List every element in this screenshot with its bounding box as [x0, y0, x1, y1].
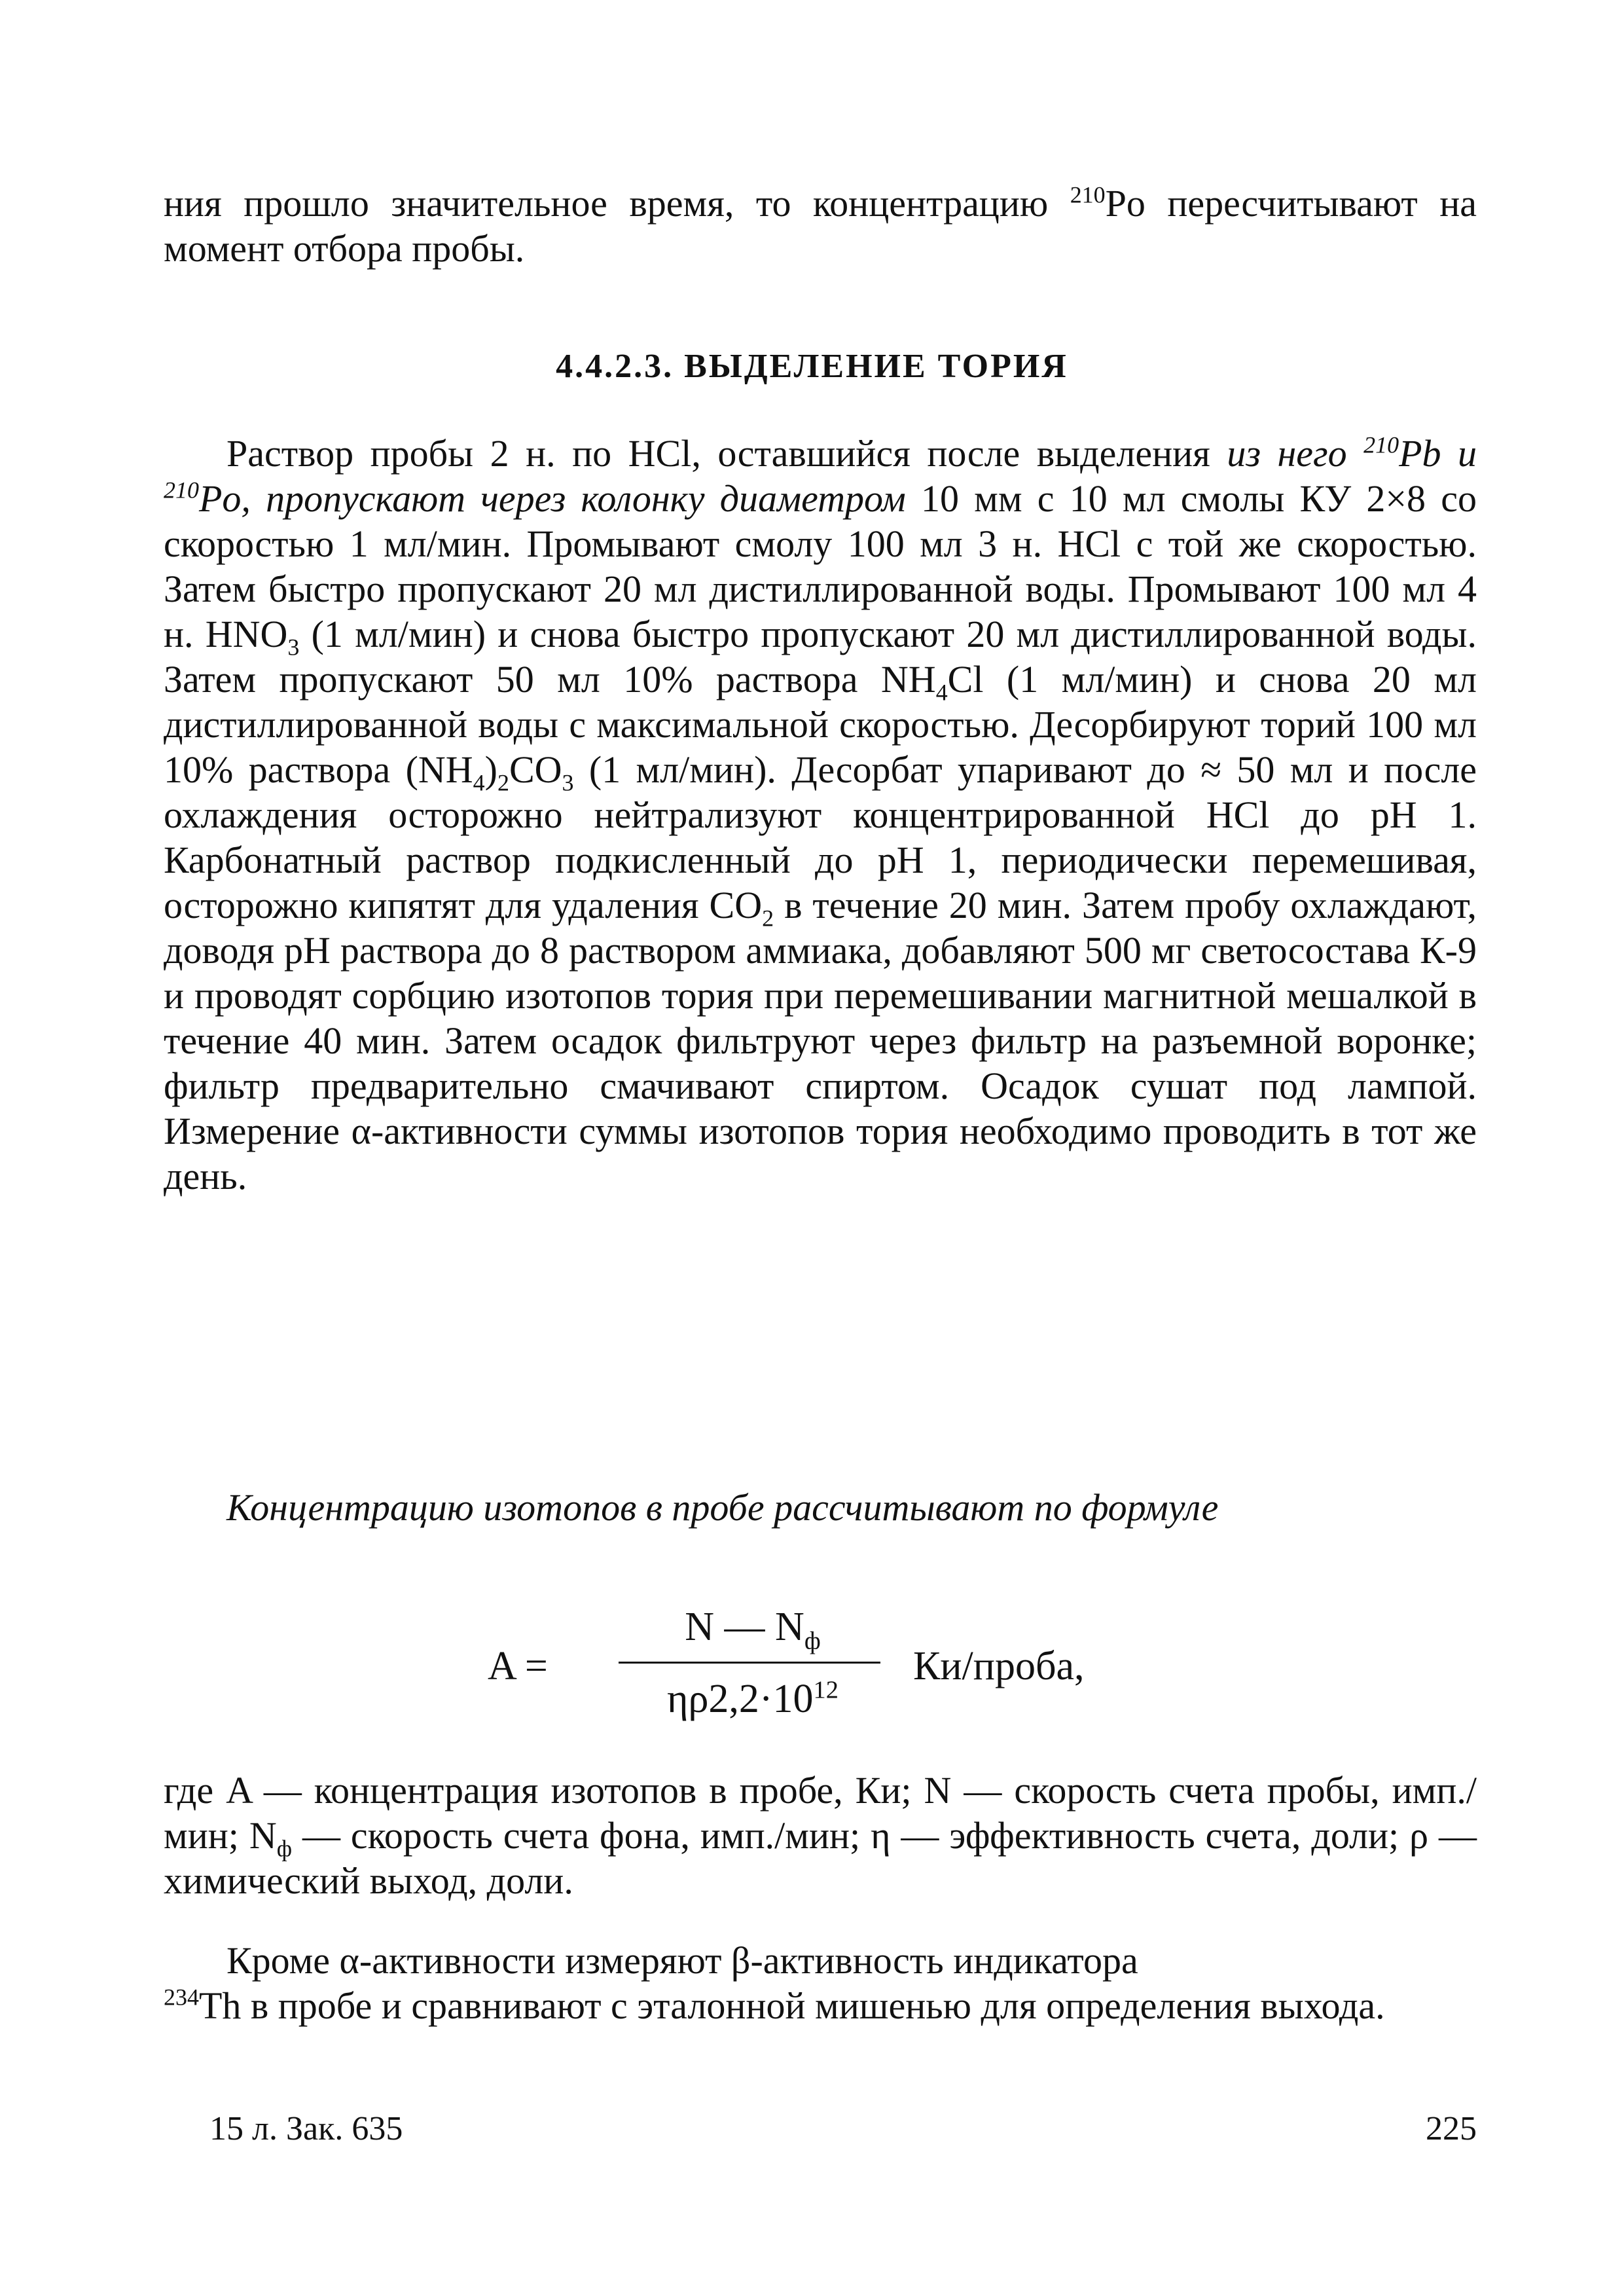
- main-sub-6: 2: [762, 905, 774, 932]
- main-sub-5: 3: [562, 769, 574, 796]
- main-text-5: 10 мм с 10 мл смолы КУ 2×8 со скоростью 1 мл/мин. Промывают смолу 100 мл 3 н. HCl с той же скоростью. Затем быстро пропускают 20 мл дистиллированной воды. Промывают 100 мл 4 н. HNO: [164, 477, 1477, 655]
- final-sup-1: 234: [164, 1984, 199, 2011]
- formula-lhs: A =: [488, 1644, 548, 1688]
- intro-sup-1: 210: [1070, 181, 1106, 208]
- main-sup-2: 210: [164, 477, 199, 503]
- main-text-9: CO: [509, 748, 562, 791]
- page-footer: [164, 2109, 1477, 2155]
- legend-text-1: где A — концентрация изотопов в пробе, Ки; N — скорость счета пробы, имп./мин; N: [164, 1769, 1477, 1857]
- formula-denominator: [622, 1676, 884, 1722]
- main-text-2: из него: [1227, 432, 1364, 475]
- main-text-6: (1 мл/мин) и снова быстро пропускают 20 мл дистиллированной воды. Затем пропускают 50 мл 10% раствора NH: [164, 613, 1477, 701]
- main-sub-2: 4: [935, 679, 948, 706]
- intro-paragraph: [164, 181, 1477, 271]
- concentration-formula: [0, 1604, 1624, 1735]
- formula-numerator-sub: ф: [804, 1627, 821, 1655]
- main-text-7: Cl (1 мл/мин) и снова 20 мл дистиллированной воды с максимальной скоростью. Десорбируют торий 100 мл 10% раствора (NH: [164, 658, 1477, 791]
- main-text-4: Po, пропускают через колонку диаметром: [198, 477, 906, 520]
- intro-text-2: Po пересчитывают на момент отбора пробы.: [164, 182, 1477, 270]
- print-signature: 15 л. Зак. 635: [209, 2110, 403, 2147]
- main-text-1: Раствор пробы 2 н. по HCl, оставшийся после выделения: [226, 432, 1227, 475]
- main-sub-4: 2: [497, 769, 509, 796]
- fraction-bar: [619, 1662, 880, 1664]
- main-sub-1: 3: [287, 634, 300, 661]
- main-paragraph: [164, 431, 1477, 1199]
- section-heading: 4.4.2.3. ВЫДЕЛЕНИЕ ТОРИЯ: [556, 348, 1068, 385]
- main-sub-3: 4: [473, 769, 485, 796]
- intro-text-1: ния прошло значительное время, то концентрацию: [164, 182, 1070, 225]
- final-text-1: Кроме α-активности измеряют β-активность индикатора: [226, 1939, 1138, 1982]
- legend-sub-1: ф: [276, 1835, 293, 1862]
- final-paragraph: [164, 1938, 1477, 2028]
- formula-denominator-text: ηρ2,2·10: [667, 1677, 814, 1721]
- final-text-2: Th в пробе и сравнивают с эталонной мишенью для определения выхода.: [198, 1984, 1385, 2027]
- main-text-3: Pb и: [1399, 432, 1477, 475]
- page-number: 225: [1426, 2110, 1477, 2147]
- formula-numerator: [622, 1604, 884, 1655]
- main-text-8: ): [484, 748, 497, 791]
- main-sup-1: 210: [1363, 431, 1399, 458]
- formula-unit: Ки/проба,: [913, 1644, 1085, 1688]
- main-text-11: в течение 20 мин. Затем пробу охлаждают, доводя pH раствора до 8 раствором аммиака, добавляют 500 мг светосостава К-9 и проводят сорбцию изотопов тория при перемешивании магнитной мешалкой в течение 40 мин. Затем осадок фильтруют через фильтр на разъемной воронке; фильтр предварительно смачивают спиртом. Осадок сушат под лампой. Измерение α-активности суммы изотопов тория необходимо проводить в тот же день.: [164, 884, 1477, 1197]
- main-text-10: (1 мл/мин). Десорбат упаривают до ≈ 50 мл и после охлаждения осторожно нейтрализуют концентрированной HCl до pH 1. Карбонатный раствор подкисленный до pH 1, периодически перемешивая, осторожно кипятят для удаления CO: [164, 748, 1477, 926]
- formula-numerator-text: N — N: [685, 1605, 804, 1649]
- formula-intro-paragraph: Концентрацию изотопов в пробе рассчитывают по формуле: [226, 1486, 1219, 1529]
- legend-text-2: — скорость счета фона, имп./мин; η — эффективность счета, доли; ρ — химический выход, доли.: [164, 1814, 1477, 1902]
- legend-paragraph: [164, 1768, 1477, 1903]
- formula-denominator-sup: 12: [813, 1676, 839, 1704]
